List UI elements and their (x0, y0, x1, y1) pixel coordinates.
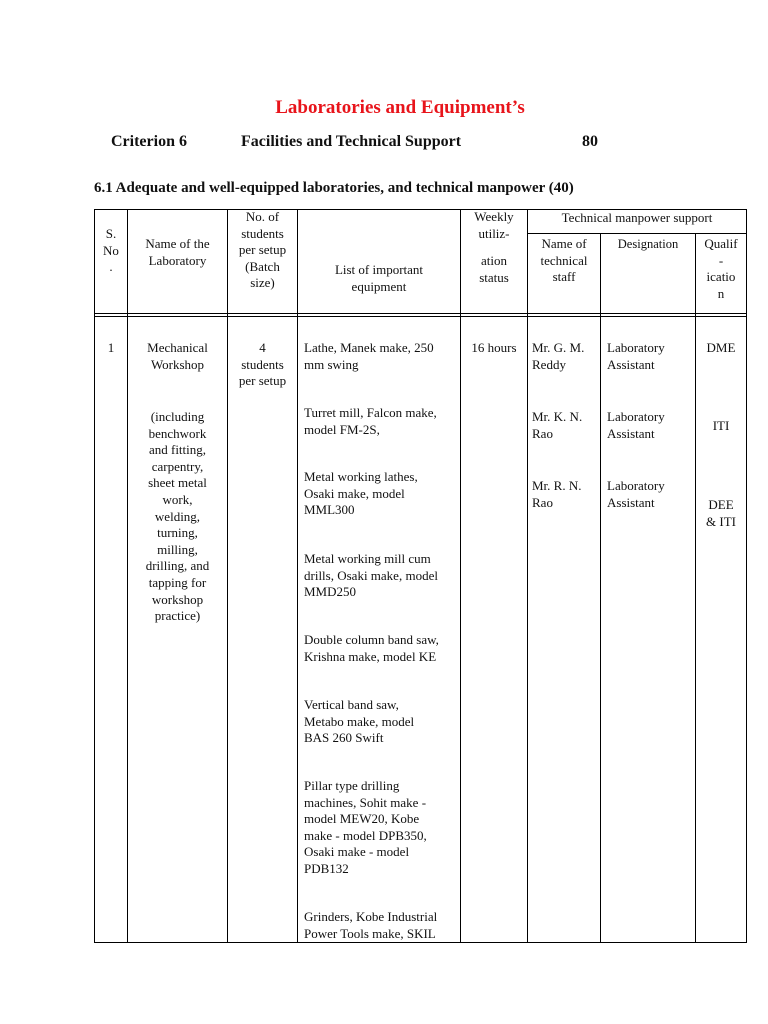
header-weekly-bottom: ation status (479, 253, 509, 285)
staff-qualification: ITI (712, 418, 730, 433)
header-lab-name: Name of the Laboratory (145, 236, 210, 268)
header-qualification: Qualif - icatio n (704, 236, 738, 301)
staff-qualification: DEE & ITI (706, 497, 736, 529)
equipment-item: Double column band saw, Krishna make, model KE (304, 632, 439, 664)
staff-designation: Laboratory Assistant (607, 409, 665, 441)
equipment-item: Lathe, Manek make, 250 mm swing (304, 340, 434, 372)
equipment-item: Grinders, Kobe Industrial Power Tools make, SKIL (304, 909, 438, 941)
header-sno: S. No . (103, 226, 119, 275)
header-students: No. of students per setup (Batch size) (238, 209, 287, 291)
staff-qualification: DME (706, 340, 736, 355)
staff-designation: Laboratory Assistant (607, 340, 665, 372)
staff-designation: Laboratory Assistant (607, 478, 665, 510)
header-designation: Designation (617, 237, 679, 251)
equipment-item: Metal working lathes, Osaki make, model MML300 (304, 469, 418, 518)
header-tech-support: Technical manpower support (561, 210, 713, 225)
equipment-item: Turret mill, Falcon make, model FM-2S, (304, 405, 437, 437)
section-heading: 6.1 Adequate and well-equipped laboratories, and technical manpower (40) (94, 180, 574, 196)
staff-name: Mr. R. N. Rao (532, 478, 582, 510)
criterion-marks: 80 (582, 133, 598, 150)
header-equipment: List of important equipment (334, 262, 424, 294)
staff-name: Mr. K. N. Rao (532, 409, 583, 441)
row-lab-name: Mechanical Workshop (147, 340, 208, 372)
header-weekly-top: Weekly utiliz- (474, 209, 514, 241)
row-sno: 1 (107, 340, 115, 355)
equipment-item: Pillar type drilling machines, Sohit make - model MEW20, Kobe make - model DPB350, Osaki make - model PDB132 (304, 778, 427, 876)
row-students: 4 students per setup (238, 340, 287, 389)
staff-name: Mr. G. M. Reddy (532, 340, 585, 372)
page-title: Laboratories and Equipment’s (275, 97, 525, 118)
equipment-item: Vertical band saw, Metabo make, model BAS 260 Swift (304, 697, 415, 746)
row-lab-description: (including benchwork and fitting, carpentry, sheet metal work, welding, turning, milling, drilling, and tapping for workshop practice) (145, 409, 210, 624)
criterion-name: Facilities and Technical Support (241, 133, 462, 150)
header-staff-name: Name of technical staff (540, 236, 588, 285)
row-weekly: 16 hours (471, 340, 517, 355)
equipment-item: Metal working mill cum drills, Osaki make, model MMD250 (304, 551, 438, 600)
criterion-label: Criterion 6 (111, 133, 187, 150)
